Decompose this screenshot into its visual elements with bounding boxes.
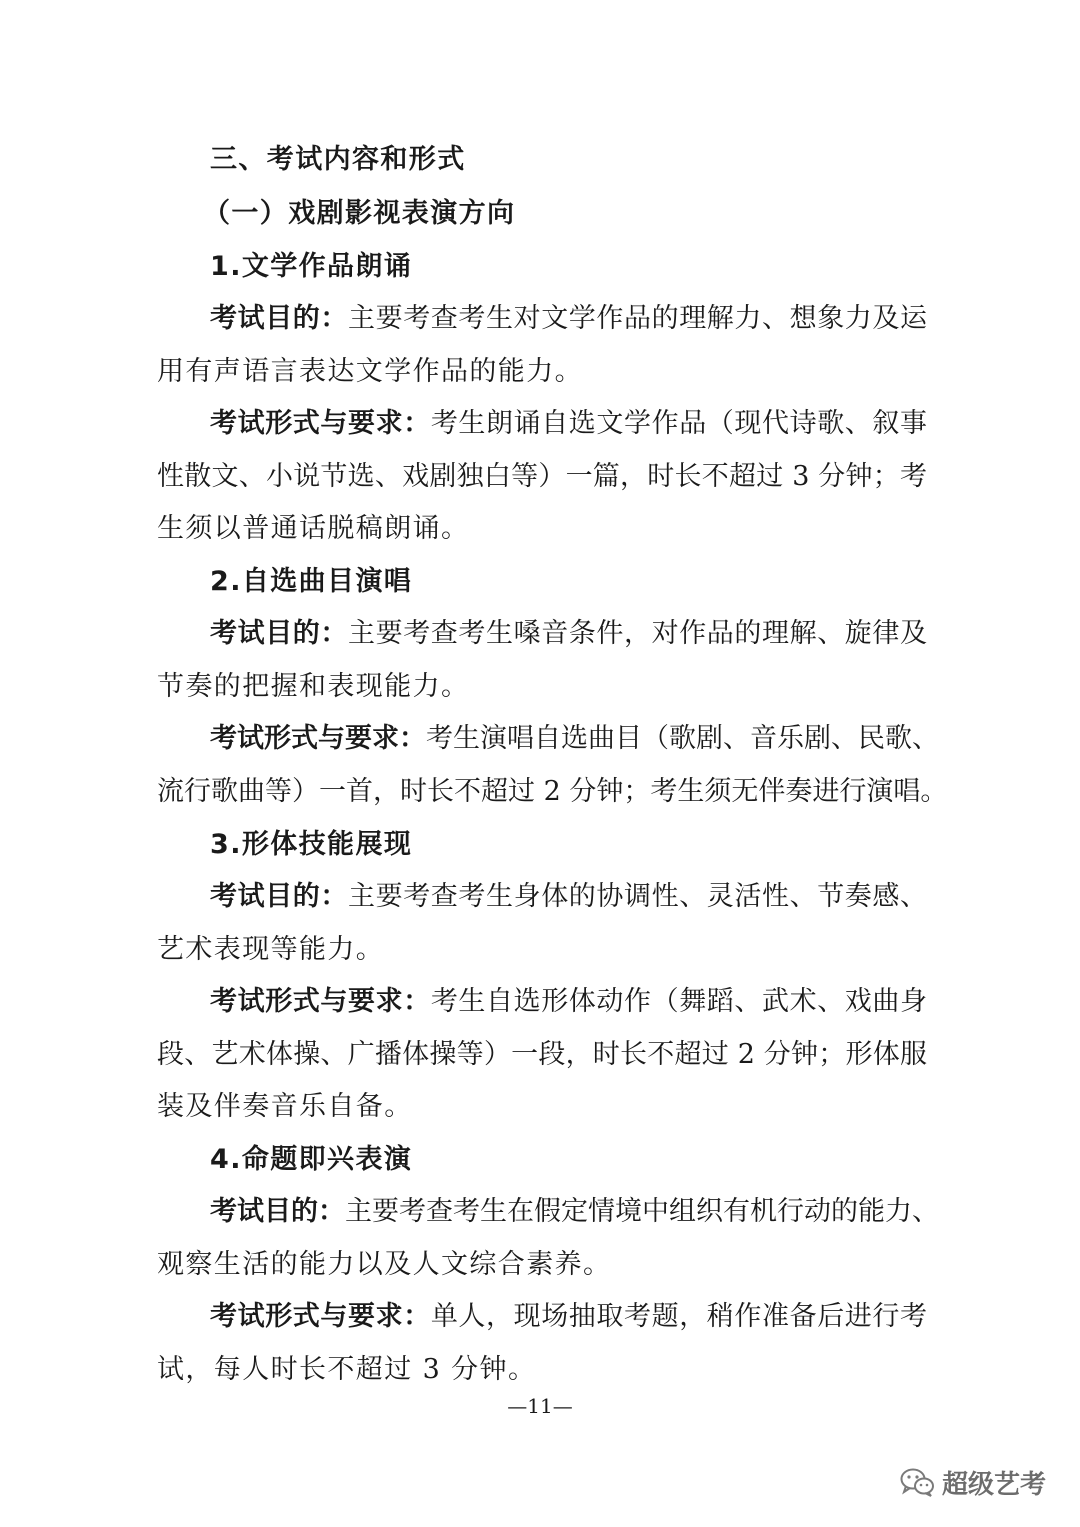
form-text-continued: 流行歌曲等）一首，时长不超过 2 分钟；考生须无伴奏进行演唱。 [157, 776, 948, 807]
subsection-title: （一）戏剧影视表演方向 [203, 198, 516, 229]
page-number: —11— [507, 1394, 573, 1418]
form-label: 考试形式与要求： [210, 408, 431, 439]
purpose-text: 主要考查考生身体的协调性、灵活性、节奏感、 [348, 881, 927, 912]
purpose-paragraph-line [210, 614, 927, 654]
form-text: 考生自选形体动作（舞蹈、武术、戏曲身 [430, 986, 928, 1017]
item-heading-text: .自选曲目演唱 [230, 566, 413, 597]
form-label: 考试形式与要求： [210, 1301, 431, 1332]
purpose-text-continued: 节奏的把握和表现能力。 [157, 671, 470, 702]
form-paragraph-line [210, 1297, 927, 1337]
item-heading-number: 4 [210, 1144, 231, 1175]
form-paragraph-line [210, 719, 939, 759]
purpose-paragraph-line [210, 1192, 939, 1232]
form-label: 考试形式与要求： [210, 986, 431, 1017]
purpose-paragraph-line [210, 877, 927, 917]
item-heading-text: .形体技能展现 [230, 829, 413, 860]
form-text-continued: 生须以普通话脱稿朗诵。 [157, 513, 470, 544]
item-heading-number: 1 [210, 251, 231, 282]
form-label: 考试形式与要求： [210, 723, 426, 754]
item-heading-text: .命题即兴表演 [230, 1144, 413, 1175]
item-heading-number: 3 [210, 829, 231, 860]
watermark-text: 超级艺考 [942, 1469, 1047, 1500]
purpose-label: 考试目的： [210, 881, 348, 912]
purpose-text: 主要考查考生在假定情境中组织有机行动的能力、 [345, 1196, 939, 1227]
purpose-paragraph-line [210, 299, 927, 339]
item-heading-text: .文学作品朗诵 [230, 251, 413, 282]
item-heading [210, 1140, 927, 1180]
item-heading-number: 2 [210, 566, 231, 597]
purpose-text-continued: 观察生活的能力以及人文综合素养。 [157, 1249, 612, 1280]
wechat-icon [900, 1467, 934, 1497]
purpose-text-continued: 用有声语言表达文学作品的能力。 [157, 356, 583, 387]
form-text-continued: 段、艺术体操、广播体操等）一段，时长不超过 2 分钟；形体服 [157, 1039, 927, 1070]
form-text: 单人，现场抽取考题，稍作准备后进行考 [430, 1301, 928, 1332]
purpose-label: 考试目的： [210, 618, 348, 649]
form-text-continued: 装及伴奏音乐自备。 [157, 1091, 413, 1122]
form-text-continued: 性散文、小说节选、戏剧独白等）一篇，时长不超过 3 分钟；考 [157, 461, 927, 492]
form-paragraph-line [210, 404, 927, 444]
section-title: 三、考试内容和形式 [210, 144, 466, 175]
form-text: 考生朗诵自选文学作品（现代诗歌、叙事 [430, 408, 928, 439]
purpose-label: 考试目的： [210, 1196, 345, 1227]
purpose-label: 考试目的： [210, 303, 348, 334]
form-text: 考生演唱自选曲目（歌剧、音乐剧、民歌、 [426, 723, 939, 754]
form-text-continued: 试，每人时长不超过 3 分钟。 [157, 1354, 537, 1385]
item-heading [210, 562, 927, 602]
watermark [900, 1464, 1046, 1500]
item-heading [210, 247, 927, 287]
item-heading [210, 825, 927, 865]
purpose-text-continued: 艺术表现等能力。 [157, 934, 385, 965]
form-paragraph-line [210, 982, 927, 1022]
purpose-text: 主要考查考生对文学作品的理解力、想象力及运 [348, 303, 927, 334]
purpose-text: 主要考查考生嗓音条件，对作品的理解、旋律及 [348, 618, 927, 649]
